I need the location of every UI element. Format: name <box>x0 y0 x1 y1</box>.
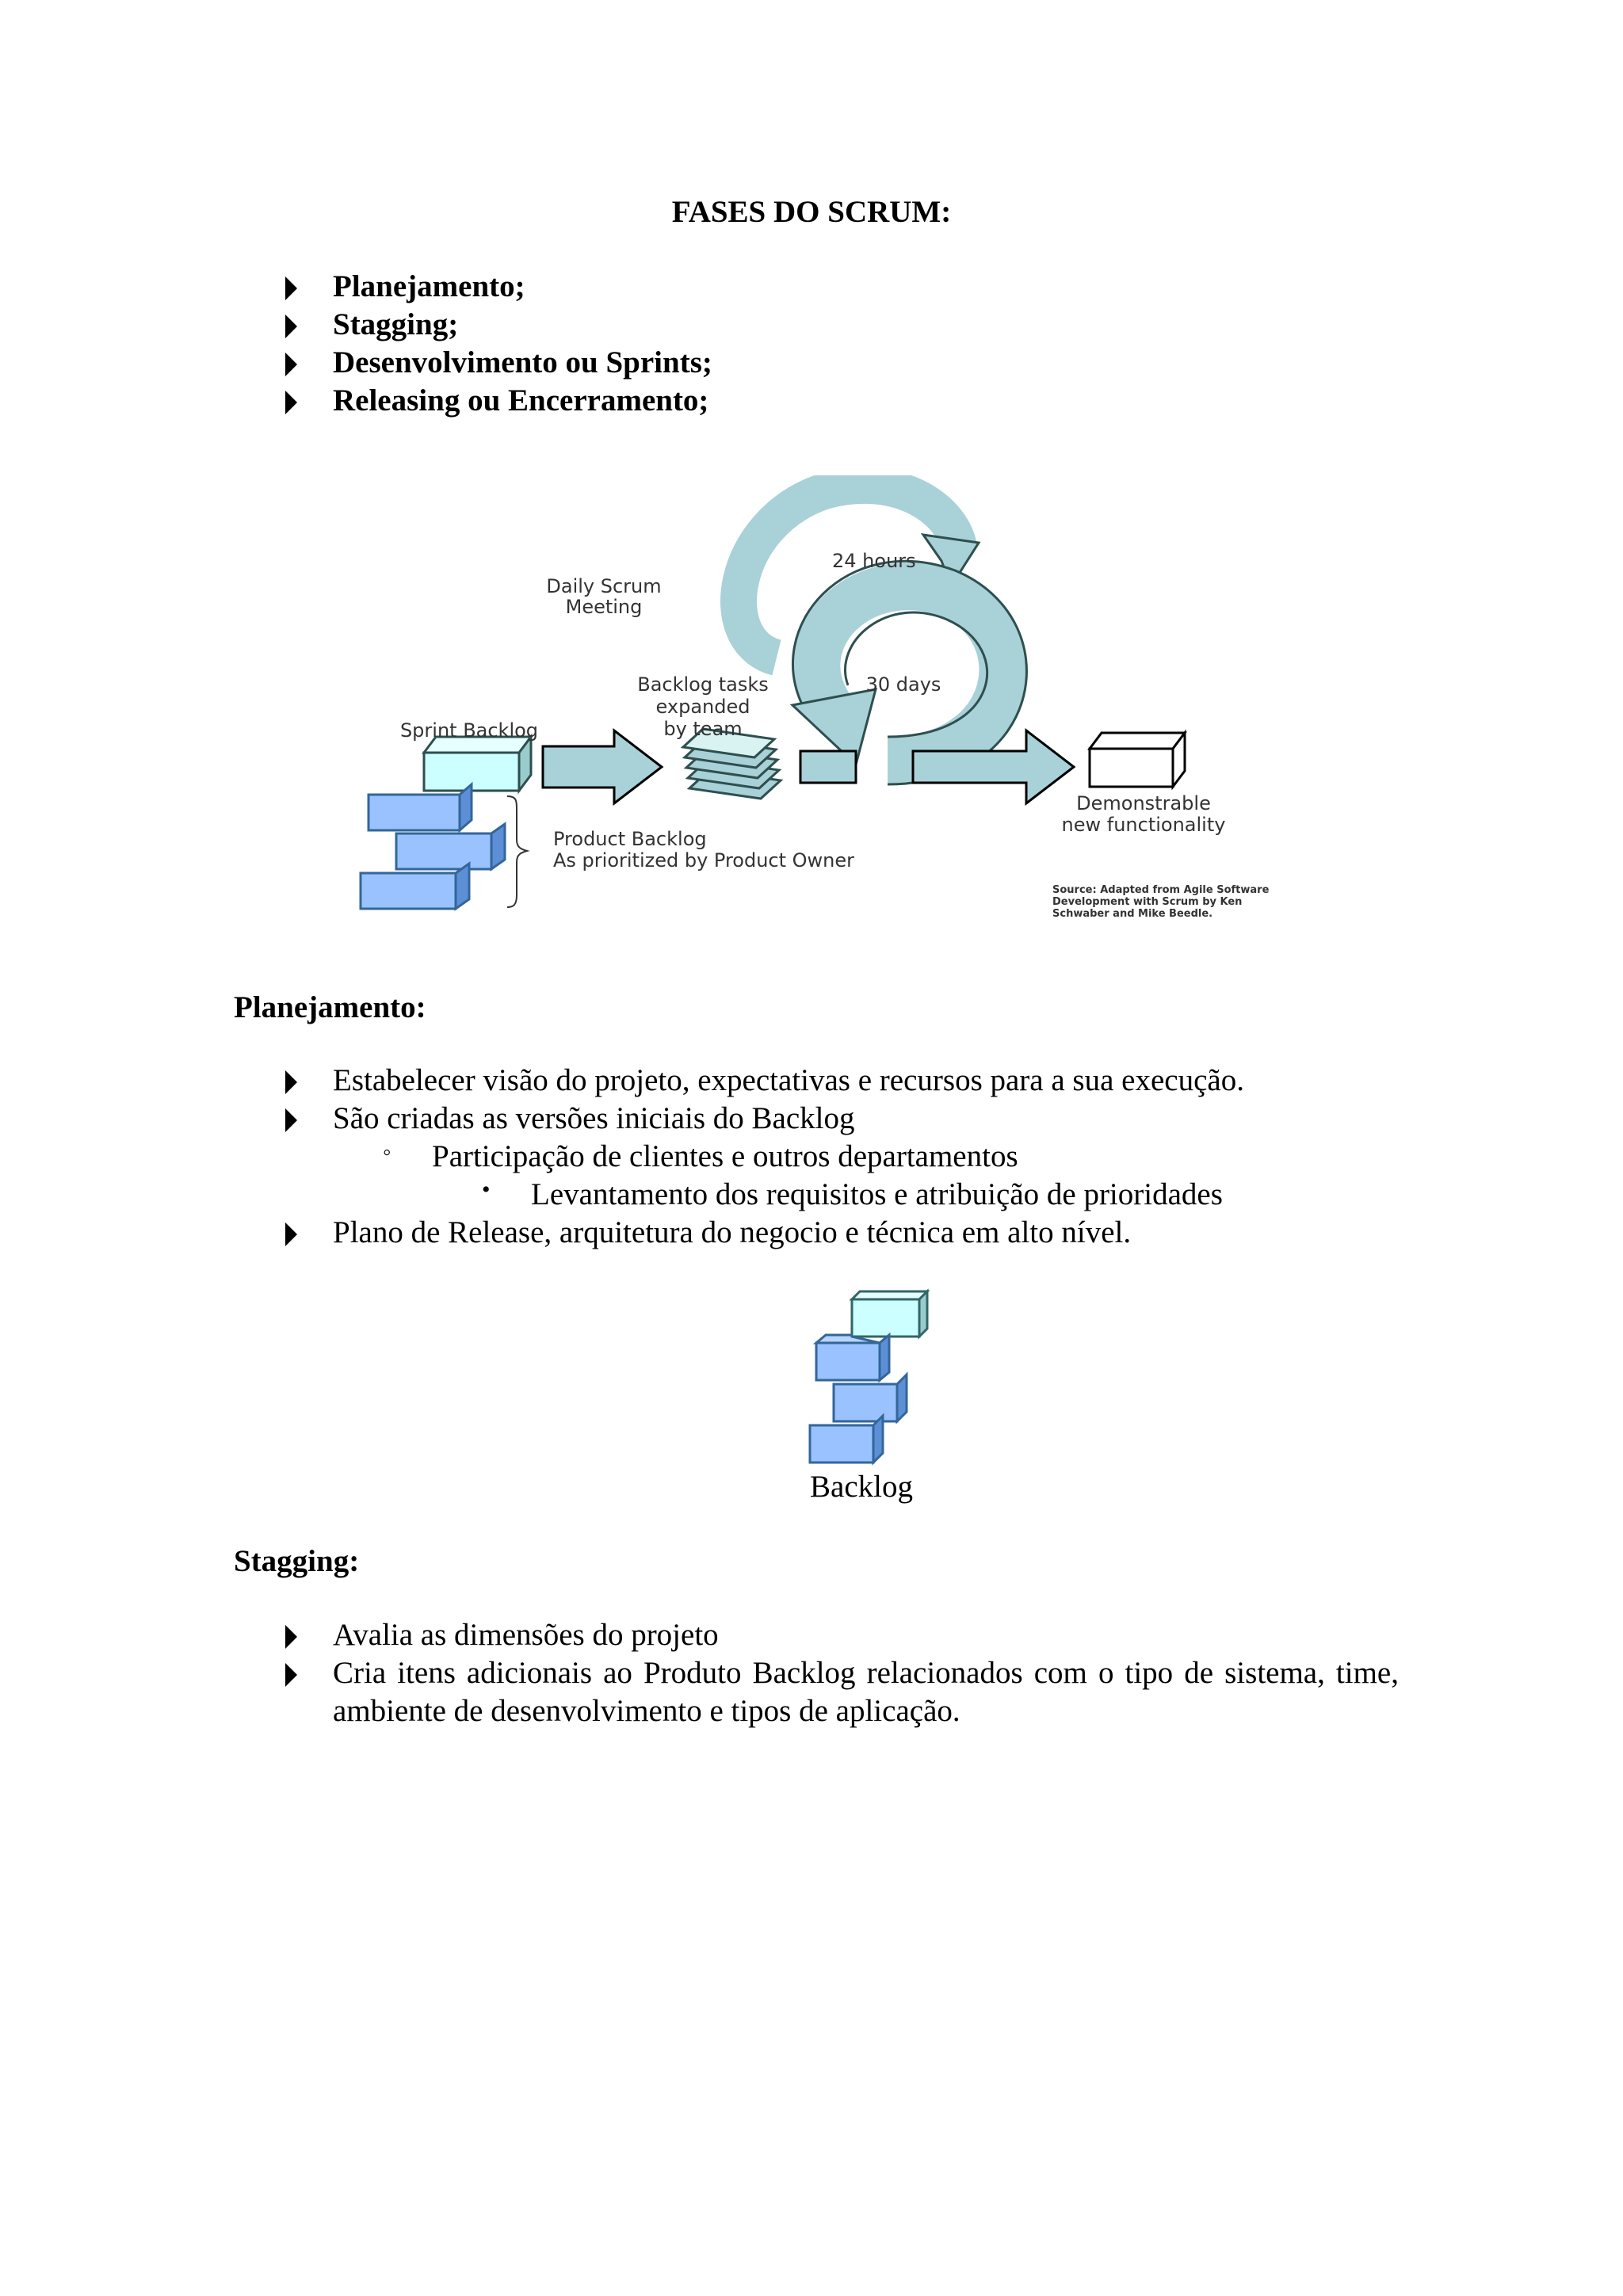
backlog-tasks-label: Backlog tasks <box>637 673 769 696</box>
dot-bullet-icon: • <box>482 1177 491 1203</box>
page-title: FASES DO SCRUM: <box>671 195 952 229</box>
planejamento-item: São criadas as versões iniciais do Backlog <box>333 1101 855 1135</box>
daily-meeting-label-2: Meeting <box>565 596 643 618</box>
planejamento-subsubitem: Levantamento dos requisitos e atribuição de prioridades <box>531 1177 1223 1211</box>
demonstrable-label: Demonstrable <box>1076 792 1211 814</box>
planejamento-item: Estabelecer visão do projeto, expectativas e recursos para a sua execução. <box>333 1063 1244 1097</box>
flow-arrow-left <box>543 730 662 803</box>
demonstrable-label-2: new functionality <box>1061 814 1226 836</box>
triangle-bullet-icon <box>285 353 297 376</box>
triangle-bullet-icon <box>285 1070 297 1094</box>
days-label: 30 days <box>865 673 941 696</box>
section-heading-stagging: Stagging: <box>234 1544 360 1578</box>
hours-label: 24 hours <box>832 550 916 572</box>
stagging-item: Avalia as dimensões do projeto <box>333 1618 719 1652</box>
triangle-bullet-icon <box>285 1108 297 1132</box>
product-backlog-label-2: As prioritized by Product Owner <box>553 849 855 871</box>
triangle-bullet-icon <box>285 1222 297 1246</box>
product-backlog-label: Product Backlog <box>553 828 707 850</box>
product-backlog-stack <box>361 784 505 909</box>
brace-icon <box>507 796 527 907</box>
planejamento-subitem: Participação de clientes e outros departamentos <box>432 1139 1018 1173</box>
sprint-backlog-block <box>424 737 531 791</box>
source-note: Source: Adapted from Agile Software <box>1052 884 1270 896</box>
triangle-bullet-icon <box>285 391 297 414</box>
triangle-bullet-icon <box>285 315 297 338</box>
phase-item: Desenvolvimento ou Sprints; <box>333 345 712 379</box>
source-note-3: Schwaber and Mike Beedle. <box>1052 908 1213 920</box>
triangle-bullet-icon <box>285 277 297 300</box>
sprint-backlog-label: Sprint Backlog <box>399 719 539 742</box>
triangle-bullet-icon <box>285 1625 297 1649</box>
backlog-tasks-label-3: by team <box>663 718 743 740</box>
demonstrable-block <box>1090 733 1185 787</box>
backlog-tasks-label-2: expanded <box>655 696 750 718</box>
source-note-2: Development with Scrum by Ken <box>1052 896 1243 908</box>
section-heading-planejamento: Planejamento: <box>234 990 426 1024</box>
stagging-item: Cria itens adicionais ao Produto Backlog relacionados com o tipo de sistema, time, ambiente de desenvolvimento e tipos de aplicação. <box>333 1656 1399 1728</box>
planejamento-item: Plano de Release, arquitetura do negocio e técnica em alto nível. <box>333 1215 1132 1249</box>
triangle-bullet-icon <box>285 1663 297 1687</box>
backlog-stack-illustration <box>800 1287 943 1470</box>
scrum-process-diagram <box>349 475 1284 927</box>
circle-bullet-icon: ◦ <box>383 1139 391 1165</box>
phase-item: Releasing ou Encerramento; <box>333 383 709 418</box>
phase-item: Stagging; <box>333 307 459 341</box>
phase-item: Planejamento; <box>333 269 525 303</box>
backlog-caption: Backlog <box>810 1470 913 1504</box>
daily-meeting-label: Daily Scrum <box>546 575 662 597</box>
